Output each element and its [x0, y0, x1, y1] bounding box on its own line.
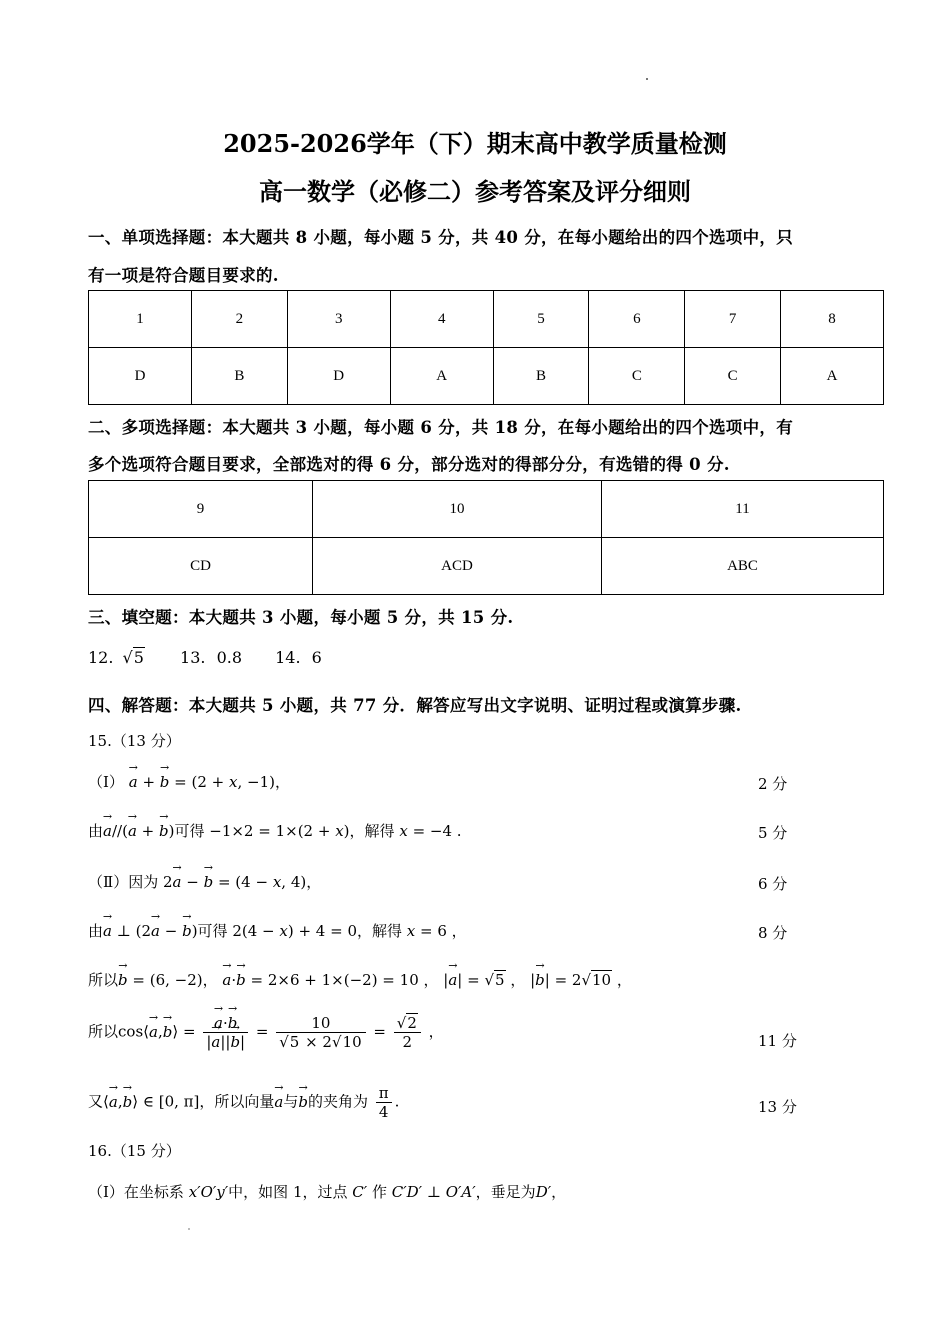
score-mark: 5 分	[758, 824, 788, 842]
question-number-row	[89, 291, 884, 348]
section3-heading: 三、填空题：本大题共 3 小题，每小题 5 分，共 15 分.	[88, 608, 514, 627]
fill-in-answers: 12. √5 13. 0.8 14. 6	[88, 648, 322, 667]
q15-step-6: 所以cos⟨→ a,→ b⟩ = → $\frac{a\cdot\to b}{|\to a||\to b|}$ = $\frac{10}{√5 \times 2√10}$ = $\frac{√2}{2}$ ，	[88, 1014, 444, 1051]
q15-step-3: （Ⅱ）因为 2→ a − → b = (4 − x, 4)，	[88, 871, 321, 892]
q16-header: 16.（15 分）	[88, 1142, 181, 1160]
answer-cell: ACD	[313, 538, 602, 595]
q15-step-4: 由→ a ⊥ (2→ a − → b)可得 2(4 − x) + 4 = 0，解得 x = 6 ，	[88, 920, 467, 941]
q12-answer: 5	[133, 648, 144, 667]
exam-title: 2025-2026学年（下）期末高中教学质量检测	[223, 129, 727, 158]
q15-step-5: 所以→ b = (6, −2)， → a·→ b = 2×6 + 1×(−2) = 10 ， |→ a| = √5 ， |→ b| = 2√10 ，	[88, 969, 632, 990]
question-number-cell: 3	[287, 291, 390, 348]
q14-label: 14.	[275, 648, 301, 667]
question-number-cell: 10	[313, 481, 602, 538]
question-number-cell: 8	[780, 291, 883, 348]
answer-cell: ABC	[602, 538, 884, 595]
question-number-cell: 7	[685, 291, 781, 348]
scan-speck	[646, 78, 648, 80]
section1-heading-line2: 有一项是符合题目要求的.	[88, 266, 279, 285]
answer-row	[89, 348, 884, 405]
section1-heading-line1: 一、单项选择题：本大题共 8 小题，每小题 5 分，共 40 分，在每小题给出的四个选项中，只	[88, 228, 793, 247]
question-number-cell: 2	[191, 291, 287, 348]
section2-heading-line1: 二、多项选择题：本大题共 3 小题，每小题 6 分，共 18 分，在每小题给出的四个选项中，有	[88, 418, 793, 437]
q12-label: 12.	[88, 648, 114, 667]
question-number-cell: 5	[493, 291, 589, 348]
q15-step-7: 又⟨→ a,→ b⟩ ∈ [0, π]，所以向量→ a与→ b的夹角为 $\frac{\pi}{4}$ .	[88, 1084, 399, 1121]
answer-cell: CD	[89, 538, 313, 595]
answer-cell: C	[685, 348, 781, 405]
q15-header: 15.（13 分）	[88, 732, 181, 750]
answer-cell: C	[589, 348, 685, 405]
answer-row	[89, 538, 884, 595]
scan-speck	[188, 1228, 190, 1230]
q16-step-1: （Ⅰ）在坐标系 x′O′y′中，如图 1，过点 C′ 作 C′D′ ⊥ O′A′，垂足为D′，	[88, 1183, 567, 1201]
score-mark: 6 分	[758, 875, 788, 893]
exam-subtitle: 高一数学（必修二）参考答案及评分细则	[259, 177, 691, 206]
q15-step-1: （Ⅰ） → a + → b = (2 + x, −1)，	[88, 771, 290, 792]
q13-answer: 0.8	[216, 648, 243, 667]
answer-cell: B	[493, 348, 589, 405]
section2-heading-line2: 多个选项符合题目要求，全部选对的得 6 分，部分选对的得部分分，有选错的得 0 分.	[88, 455, 730, 474]
question-number-cell: 1	[89, 291, 192, 348]
answer-cell: D	[89, 348, 192, 405]
question-number-cell: 4	[390, 291, 493, 348]
score-mark: 13 分	[758, 1098, 797, 1116]
q15-step-2: 由→ a//(→ a + → b)可得 −1×2 = 1×(2 + x)，解得 x = −4 .	[88, 820, 462, 841]
question-number-cell: 6	[589, 291, 685, 348]
q14-answer: 6	[311, 648, 322, 667]
answer-cell: A	[390, 348, 493, 405]
question-number-cell: 9	[89, 481, 313, 538]
answer-cell: B	[191, 348, 287, 405]
score-mark: 2 分	[758, 775, 788, 793]
score-mark: 11 分	[758, 1032, 797, 1050]
multi-choice-answer-table	[88, 480, 884, 595]
score-mark: 8 分	[758, 924, 788, 942]
single-choice-answer-table	[88, 290, 884, 405]
answer-cell: D	[287, 348, 390, 405]
question-number-cell: 11	[602, 481, 884, 538]
answer-cell: A	[780, 348, 883, 405]
q13-label: 13.	[180, 648, 206, 667]
question-number-row	[89, 481, 884, 538]
section4-heading: 四、解答题：本大题共 5 小题，共 77 分．解答应写出文字说明、证明过程或演算步骤.	[88, 696, 742, 715]
